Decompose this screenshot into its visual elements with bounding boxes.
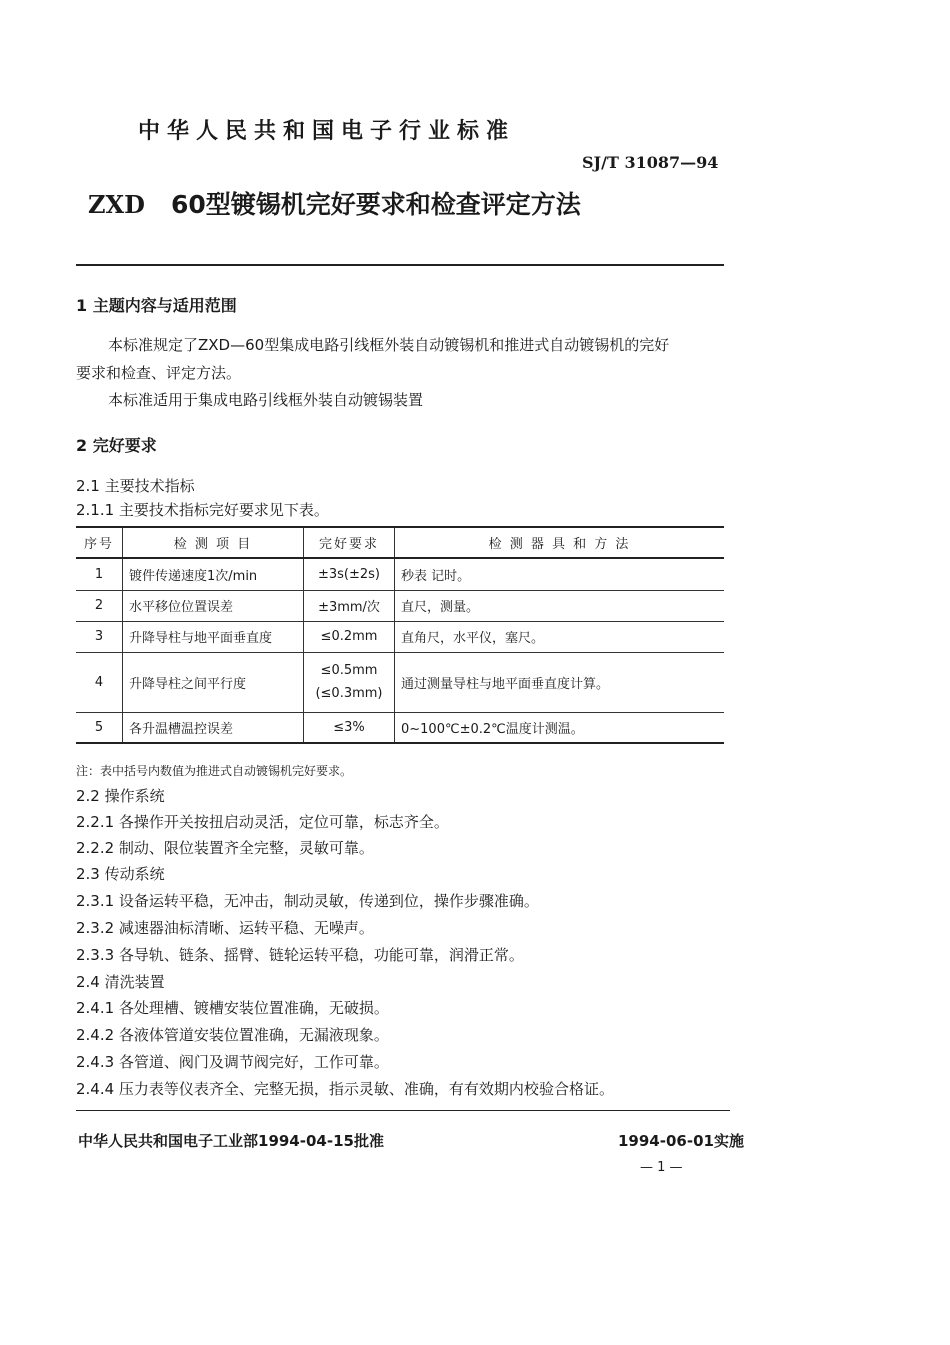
spec-table xyxy=(76,526,724,744)
row-requirement-alt: (≤0.3mm) xyxy=(315,686,383,701)
standard-code: SJ/T 31087—94 xyxy=(582,153,719,172)
subsection-2-3: 2.3 传动系统 xyxy=(76,865,165,883)
row-method: 秒表 记时。 xyxy=(395,558,725,590)
subsection-2-4: 2.4 清洗装置 xyxy=(76,973,165,991)
table-row xyxy=(76,621,724,652)
page-number: — 1 — xyxy=(640,1160,683,1175)
row-requirement: ±3mm/次 xyxy=(304,590,395,621)
section-1-para-1-line-2: 要求和检查、评定方法。 xyxy=(76,364,242,382)
subsection-2-2-2: 2.2.2 制动、限位装置齐全完整，灵敏可靠。 xyxy=(76,839,374,857)
title-prefix: ZXD xyxy=(88,190,145,219)
row-method: 直尺，测量。 xyxy=(395,590,725,621)
subsection-2-4-4: 2.4.4 压力表等仪表齐全、完整无损，指示灵敏、准确，有有效期内校验合格证。 xyxy=(76,1080,614,1098)
subsection-2-4-2: 2.4.2 各液体管道安装位置准确，无漏液现象。 xyxy=(76,1026,389,1044)
row-no: 5 xyxy=(76,712,123,743)
subsection-2-1: 2.1 主要技术指标 xyxy=(76,477,195,495)
table-row xyxy=(76,652,724,712)
table-row xyxy=(76,558,724,590)
table-header-row xyxy=(76,527,724,558)
subsection-2-4-3: 2.4.3 各管道、阀门及调节阀完好，工作可靠。 xyxy=(76,1053,389,1071)
row-requirement: ≤3% xyxy=(304,712,395,743)
row-no: 2 xyxy=(76,590,123,621)
title-text: 60型镀锡机完好要求和检查评定方法 xyxy=(170,190,581,219)
approval-line: 中华人民共和国电子工业部1994-04-15批准 xyxy=(78,1132,384,1150)
row-method: 通过测量导柱与地平面垂直度计算。 xyxy=(395,652,725,712)
row-requirement-cell xyxy=(304,652,395,712)
table-row xyxy=(76,712,724,743)
subsection-2-1-1: 2.1.1 主要技术指标完好要求见下表。 xyxy=(76,501,329,519)
row-item: 升降导柱之间平行度 xyxy=(123,652,304,712)
subsection-2-3-1: 2.3.1 设备运转平稳，无冲击，制动灵敏，传递到位，操作步骤准确。 xyxy=(76,892,539,910)
row-requirement: ±3s(±2s) xyxy=(304,558,395,590)
section-2-heading: 2 完好要求 xyxy=(76,436,157,455)
header-no: 序号 xyxy=(76,527,123,558)
section-1-para-2: 本标准适用于集成电路引线框外装自动镀锡装置 xyxy=(108,391,424,409)
header-requirement: 完好要求 xyxy=(304,527,395,558)
title-divider xyxy=(76,264,724,266)
row-no: 4 xyxy=(76,652,123,712)
document-title xyxy=(88,185,581,221)
footer-divider xyxy=(76,1110,730,1111)
section-1-heading: 1 主题内容与适用范围 xyxy=(76,296,237,315)
row-no: 1 xyxy=(76,558,123,590)
effective-date: 1994-06-01实施 xyxy=(618,1132,744,1150)
issuing-organization: 中华人民共和国电子行业标准 xyxy=(138,119,516,144)
row-item: 镀件传递速度1次/min xyxy=(123,558,304,590)
subsection-2-3-2: 2.3.2 减速器油标清晰、运转平稳、无噪声。 xyxy=(76,919,374,937)
row-requirement: ≤0.5mm xyxy=(320,663,378,678)
row-method: 直角尺，水平仪，塞尺。 xyxy=(395,621,725,652)
table-note: 注：表中括号内数值为推进式自动镀锡机完好要求。 xyxy=(76,764,353,778)
subsection-2-2: 2.2 操作系统 xyxy=(76,787,165,805)
row-item: 升降导柱与地平面垂直度 xyxy=(123,621,304,652)
header-item: 检 测 项 目 xyxy=(123,527,304,558)
table-row xyxy=(76,590,724,621)
row-item: 各升温槽温控误差 xyxy=(123,712,304,743)
subsection-2-4-1: 2.4.1 各处理槽、镀槽安装位置准确，无破损。 xyxy=(76,999,389,1017)
row-method: 0~100℃±0.2℃温度计测温。 xyxy=(395,712,725,743)
row-no: 3 xyxy=(76,621,123,652)
section-1-para-1-line-1: 本标准规定了ZXD—60型集成电路引线框外装自动镀锡机和推进式自动镀锡机的完好 xyxy=(108,336,670,354)
subsection-2-3-3: 2.3.3 各导轨、链条、摇臂、链轮运转平稳，功能可靠，润滑正常。 xyxy=(76,946,524,964)
subsection-2-2-1: 2.2.1 各操作开关按扭启动灵活，定位可靠，标志齐全。 xyxy=(76,813,449,831)
row-item: 水平移位位置误差 xyxy=(123,590,304,621)
row-requirement: ≤0.2mm xyxy=(304,621,395,652)
header-method: 检 测 器 具 和 方 法 xyxy=(395,527,725,558)
